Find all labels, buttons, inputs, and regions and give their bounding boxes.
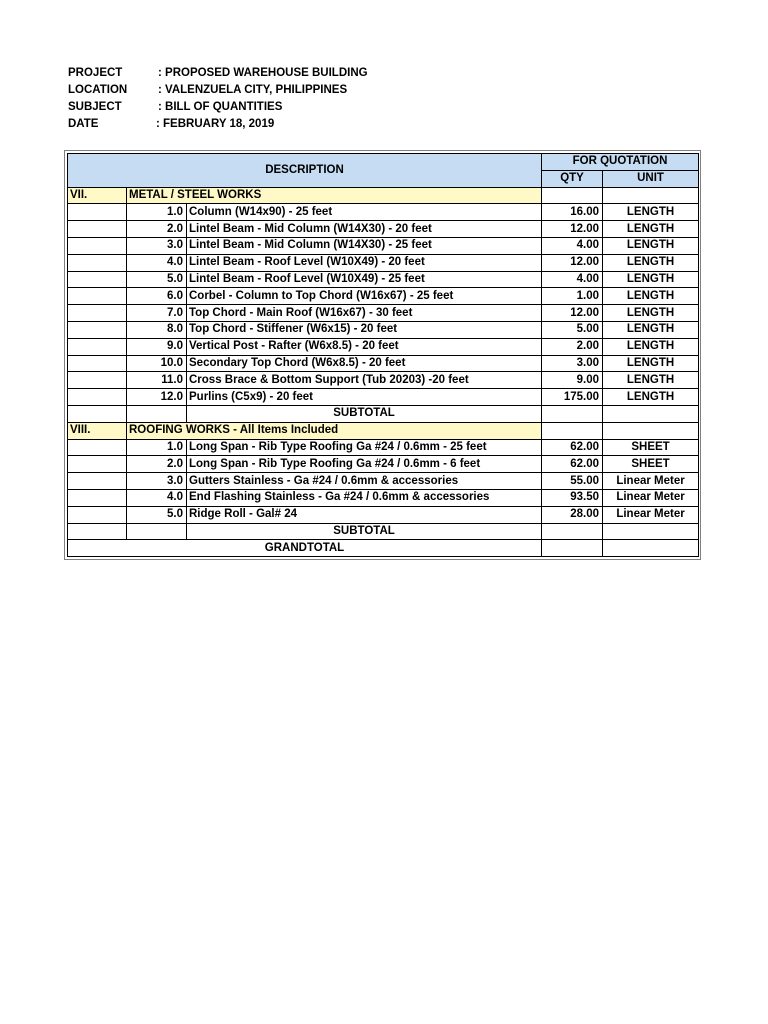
item-qty: 175.00: [542, 389, 603, 406]
table-row: [68, 355, 699, 372]
item-description: Gutters Stainless - Ga #24 / 0.6mm & accessories: [187, 473, 542, 490]
bill-of-quantities-table-frame: [64, 150, 701, 560]
subtotal-qty-cell: [542, 405, 603, 422]
subtotal-qty-cell: [542, 523, 603, 540]
item-description: End Flashing Stainless - Ga #24 / 0.6mm & accessories: [187, 489, 542, 506]
item-qty: 12.00: [542, 305, 603, 322]
table-row: [68, 372, 699, 389]
empty-code-cell: [68, 506, 127, 523]
item-description: Long Span - Rib Type Roofing Ga #24 / 0.6mm - 6 feet: [187, 456, 542, 473]
item-qty: 1.00: [542, 288, 603, 305]
item-number: 3.0: [127, 473, 187, 490]
empty-code-cell: [68, 456, 127, 473]
table-header-row: [68, 154, 699, 171]
table-row: [68, 506, 699, 523]
item-unit: LENGTH: [603, 254, 699, 271]
section-title: ROOFING WORKS - All Items Included: [127, 422, 542, 439]
table-row: [68, 489, 699, 506]
empty-qty-cell: [542, 422, 603, 439]
item-number: 7.0: [127, 305, 187, 322]
empty-code-cell: [68, 321, 127, 338]
table-row: [68, 271, 699, 288]
item-qty: 9.00: [542, 372, 603, 389]
item-description: Vertical Post - Rafter (W6x8.5) - 20 feet: [187, 338, 542, 355]
description-header: DESCRIPTION: [68, 154, 542, 188]
date-label: DATE: [68, 118, 99, 130]
table-row: [68, 456, 699, 473]
section-header-row: [68, 187, 699, 204]
item-description: Cross Brace & Bottom Support (Tub 20203) -20 feet: [187, 372, 542, 389]
item-unit: LENGTH: [603, 204, 699, 221]
unit-header: UNIT: [603, 170, 699, 187]
empty-code-cell: [68, 237, 127, 254]
table-row: [68, 288, 699, 305]
item-qty: 62.00: [542, 439, 603, 456]
grandtotal-row: [68, 540, 699, 557]
item-qty: 3.00: [542, 355, 603, 372]
item-description: Long Span - Rib Type Roofing Ga #24 / 0.6mm - 25 feet: [187, 439, 542, 456]
item-description: Corbel - Column to Top Chord (W16x67) - 25 feet: [187, 288, 542, 305]
empty-qty-cell: [542, 187, 603, 204]
item-description: Lintel Beam - Mid Column (W14X30) - 20 feet: [187, 221, 542, 238]
empty-number-cell: [127, 405, 187, 422]
empty-code-cell: [68, 254, 127, 271]
item-qty: 12.00: [542, 254, 603, 271]
item-description: Lintel Beam - Mid Column (W14X30) - 25 feet: [187, 237, 542, 254]
empty-code-cell: [68, 372, 127, 389]
table-row: [68, 439, 699, 456]
item-description: Lintel Beam - Roof Level (W10X49) - 25 feet: [187, 271, 542, 288]
empty-code-cell: [68, 489, 127, 506]
table-row: [68, 321, 699, 338]
table-row: [68, 305, 699, 322]
empty-number-cell: [127, 523, 187, 540]
item-unit: LENGTH: [603, 338, 699, 355]
item-unit: Linear Meter: [603, 489, 699, 506]
project-row: [68, 65, 368, 82]
location-value: : VALENZUELA CITY, PHILIPPINES: [158, 84, 348, 96]
subtotal-row: [68, 523, 699, 540]
item-qty: 16.00: [542, 204, 603, 221]
item-unit: Linear Meter: [603, 506, 699, 523]
item-qty: 55.00: [542, 473, 603, 490]
empty-code-cell: [68, 288, 127, 305]
item-description: Ridge Roll - Gal# 24: [187, 506, 542, 523]
empty-code-cell: [68, 221, 127, 238]
section-header-row: [68, 422, 699, 439]
empty-unit-cell: [603, 422, 699, 439]
item-qty: 62.00: [542, 456, 603, 473]
section-code: VIII.: [68, 422, 127, 439]
subtotal-unit-cell: [603, 405, 699, 422]
item-unit: LENGTH: [603, 288, 699, 305]
subtotal-label: SUBTOTAL: [187, 523, 542, 540]
item-unit: LENGTH: [603, 321, 699, 338]
empty-code-cell: [68, 305, 127, 322]
bill-of-quantities-table: [67, 153, 699, 557]
empty-code-cell: [68, 405, 127, 422]
item-number: 9.0: [127, 338, 187, 355]
item-number: 10.0: [127, 355, 187, 372]
item-unit: LENGTH: [603, 389, 699, 406]
date-row: [68, 116, 368, 133]
empty-code-cell: [68, 204, 127, 221]
item-unit: SHEET: [603, 439, 699, 456]
item-number: 1.0: [127, 204, 187, 221]
item-qty: 4.00: [542, 237, 603, 254]
item-number: 1.0: [127, 439, 187, 456]
item-unit: LENGTH: [603, 355, 699, 372]
table-row: [68, 237, 699, 254]
table-row: [68, 338, 699, 355]
grandtotal-unit-cell: [603, 540, 699, 557]
subtotal-label: SUBTOTAL: [187, 405, 542, 422]
empty-unit-cell: [603, 187, 699, 204]
table-row: [68, 389, 699, 406]
section-title: METAL / STEEL WORKS: [127, 187, 542, 204]
item-description: Top Chord - Stiffener (W6x15) - 20 feet: [187, 321, 542, 338]
subject-label: SUBJECT: [68, 101, 122, 113]
document-header: [68, 65, 368, 133]
item-unit: SHEET: [603, 456, 699, 473]
grandtotal-label: GRANDTOTAL: [68, 540, 542, 557]
empty-code-cell: [68, 523, 127, 540]
item-unit: LENGTH: [603, 237, 699, 254]
subtotal-unit-cell: [603, 523, 699, 540]
item-description: Top Chord - Main Roof (W16x67) - 30 feet: [187, 305, 542, 322]
empty-code-cell: [68, 389, 127, 406]
section-code: VII.: [68, 187, 127, 204]
item-unit: LENGTH: [603, 221, 699, 238]
empty-code-cell: [68, 355, 127, 372]
table-row: [68, 473, 699, 490]
item-number: 8.0: [127, 321, 187, 338]
item-qty: 93.50: [542, 489, 603, 506]
item-number: 2.0: [127, 221, 187, 238]
grandtotal-qty-cell: [542, 540, 603, 557]
item-unit: Linear Meter: [603, 473, 699, 490]
empty-code-cell: [68, 473, 127, 490]
table-row: [68, 254, 699, 271]
empty-code-cell: [68, 439, 127, 456]
table-row: [68, 204, 699, 221]
item-number: 6.0: [127, 288, 187, 305]
item-description: Lintel Beam - Roof Level (W10X49) - 20 feet: [187, 254, 542, 271]
empty-code-cell: [68, 338, 127, 355]
item-number: 4.0: [127, 489, 187, 506]
quotation-header: FOR QUOTATION: [542, 154, 699, 171]
item-number: 5.0: [127, 271, 187, 288]
item-unit: LENGTH: [603, 271, 699, 288]
item-unit: LENGTH: [603, 372, 699, 389]
item-description: Secondary Top Chord (W6x8.5) - 20 feet: [187, 355, 542, 372]
item-number: 2.0: [127, 456, 187, 473]
item-unit: LENGTH: [603, 305, 699, 322]
item-description: Column (W14x90) - 25 feet: [187, 204, 542, 221]
item-number: 5.0: [127, 506, 187, 523]
project-label: PROJECT: [68, 67, 123, 79]
empty-code-cell: [68, 271, 127, 288]
subject-value: : BILL OF QUANTITIES: [158, 101, 283, 113]
subject-row: [68, 99, 368, 116]
item-number: 4.0: [127, 254, 187, 271]
table-body: [68, 187, 699, 557]
qty-header: QTY: [542, 170, 603, 187]
item-qty: 2.00: [542, 338, 603, 355]
project-value: : PROPOSED WAREHOUSE BUILDING: [158, 67, 368, 79]
item-qty: 5.00: [542, 321, 603, 338]
item-qty: 4.00: [542, 271, 603, 288]
table-row: [68, 221, 699, 238]
item-description: Purlins (C5x9) - 20 feet: [187, 389, 542, 406]
date-value: : FEBRUARY 18, 2019: [156, 118, 275, 130]
location-row: [68, 82, 368, 99]
item-number: 11.0: [127, 372, 187, 389]
item-number: 12.0: [127, 389, 187, 406]
item-qty: 28.00: [542, 506, 603, 523]
location-label: LOCATION: [68, 84, 128, 96]
item-qty: 12.00: [542, 221, 603, 238]
item-number: 3.0: [127, 237, 187, 254]
subtotal-row: [68, 405, 699, 422]
